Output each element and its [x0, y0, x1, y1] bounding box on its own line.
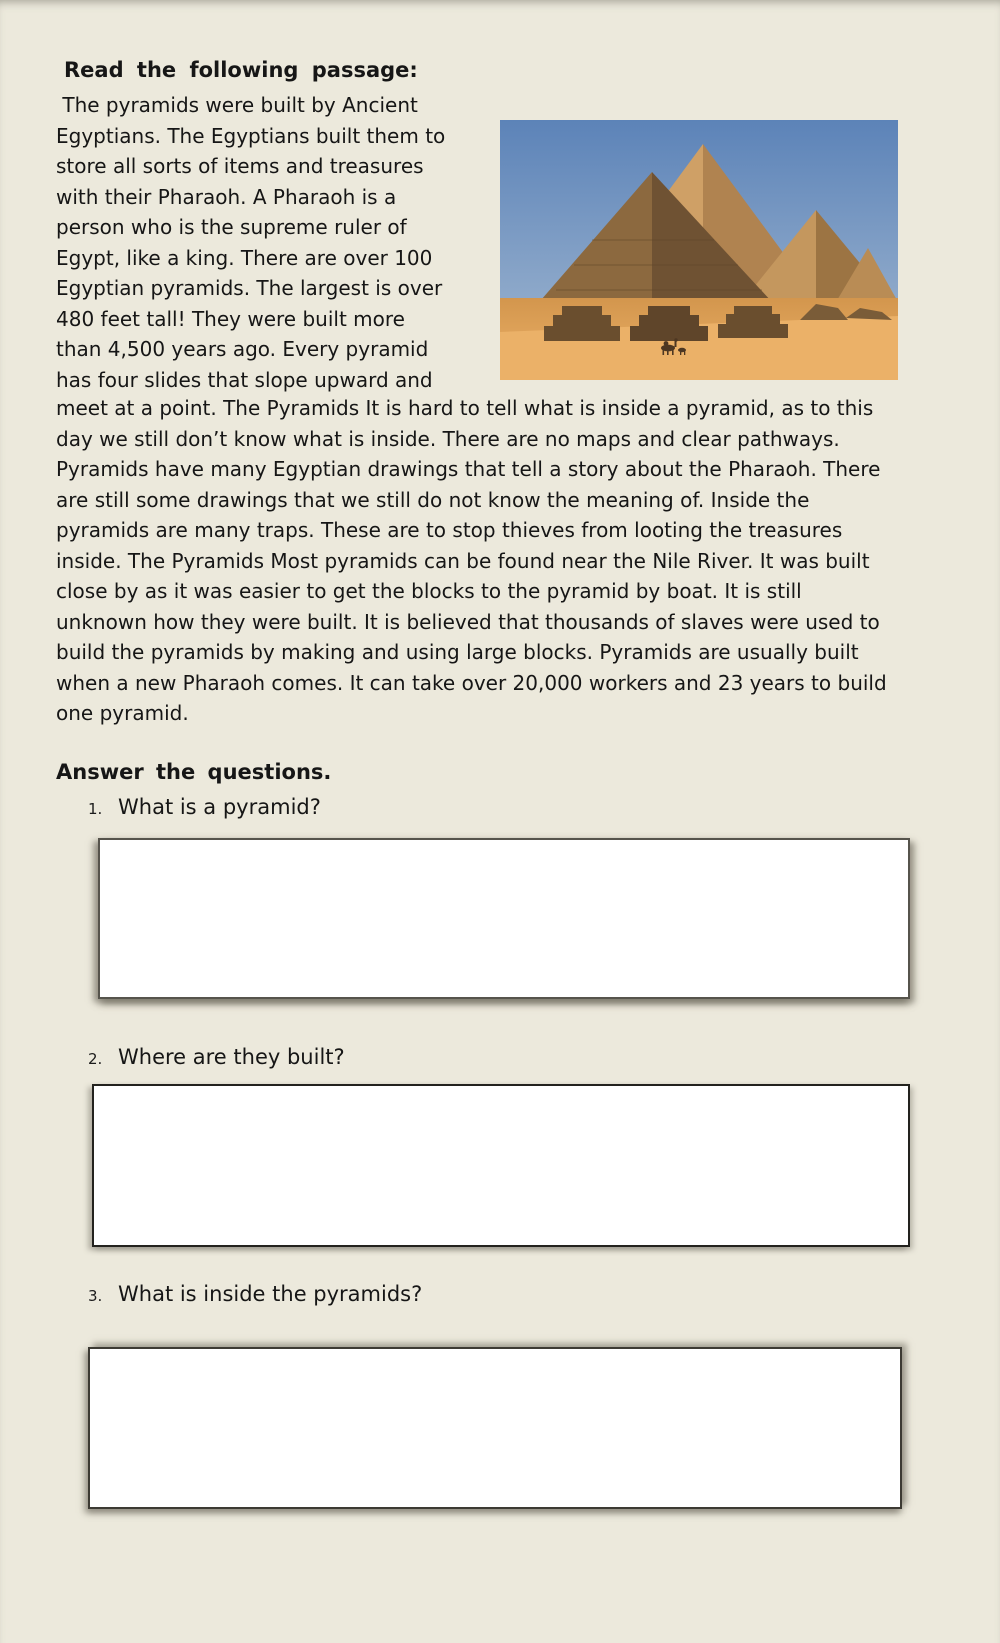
question-3-text: What is inside the pyramids? — [118, 1282, 423, 1306]
question-2-number: 2. — [88, 1050, 103, 1068]
passage-line: Egyptian pyramids. The largest is over — [56, 276, 443, 300]
passage-heading: Read the following passage: — [64, 58, 418, 82]
passage-line: pyramids are many traps. These are to stop thieves from looting the treasures — [56, 518, 843, 542]
passage-line: when a new Pharaoh comes. It can take over 20,000 workers and 23 years to build — [56, 670, 887, 695]
pyramids-photo — [500, 120, 898, 380]
answer-box-1[interactable] — [98, 838, 910, 999]
question-1-text: What is a pyramid? — [118, 795, 321, 819]
passage-column-beside-photo — [56, 90, 496, 395]
passage-line: has four slides that slope upward and — [56, 367, 433, 392]
passage-line: inside. The Pyramids Most pyramids can be found near the Nile River. It was built — [56, 548, 870, 573]
passage-line: than 4,500 years ago. Every pyramid — [56, 337, 429, 361]
question-1 — [88, 795, 321, 819]
passage-line: day we still don’t know what is inside. There are no maps and clear pathways. — [56, 426, 840, 451]
question-1-number: 1. — [88, 800, 103, 818]
passage-line: The pyramids were built by Ancient — [56, 93, 418, 117]
passage-line: close by as it was easier to get the blocks to the pyramid by boat. It is still — [56, 579, 802, 603]
passage-line: unknown how they were built. It is believed that thousands of slaves were used to — [56, 609, 880, 634]
passage-line: store all sorts of items and treasures — [56, 154, 424, 178]
passage-line: with their Pharaoh. A Pharaoh is a — [56, 184, 397, 209]
passage-line: one pyramid. — [56, 701, 189, 725]
answer-box-3[interactable] — [88, 1347, 902, 1509]
passage-line: meet at a point. The Pyramids It is hard to tell what is inside a pyramid, as to this — [56, 396, 874, 420]
passage-line: person who is the supreme ruler of — [56, 215, 407, 239]
passage-line: 480 feet tall! They were built more — [56, 306, 405, 331]
passage-line: build the pyramids by making and using large blocks. Pyramids are usually built — [56, 640, 859, 664]
passage-full-width-block — [56, 393, 956, 729]
question-3-number: 3. — [88, 1287, 103, 1305]
passage-line: Egypt, like a king. There are over 100 — [56, 245, 433, 270]
passage-line: Pyramids have many Egyptian drawings that tell a story about the Pharaoh. There — [56, 457, 881, 481]
pyramids-photo-graphic — [500, 120, 898, 380]
answer-section-heading: Answer the questions. — [56, 760, 332, 784]
answer-box-2[interactable] — [92, 1084, 910, 1247]
question-2 — [88, 1045, 345, 1069]
question-3 — [88, 1282, 422, 1306]
passage-line: are still some drawings that we still do not know the meaning of. Inside the — [56, 487, 810, 512]
passage-line: Egyptians. The Egyptians built them to — [56, 123, 446, 148]
question-2-text: Where are they built? — [118, 1045, 345, 1069]
